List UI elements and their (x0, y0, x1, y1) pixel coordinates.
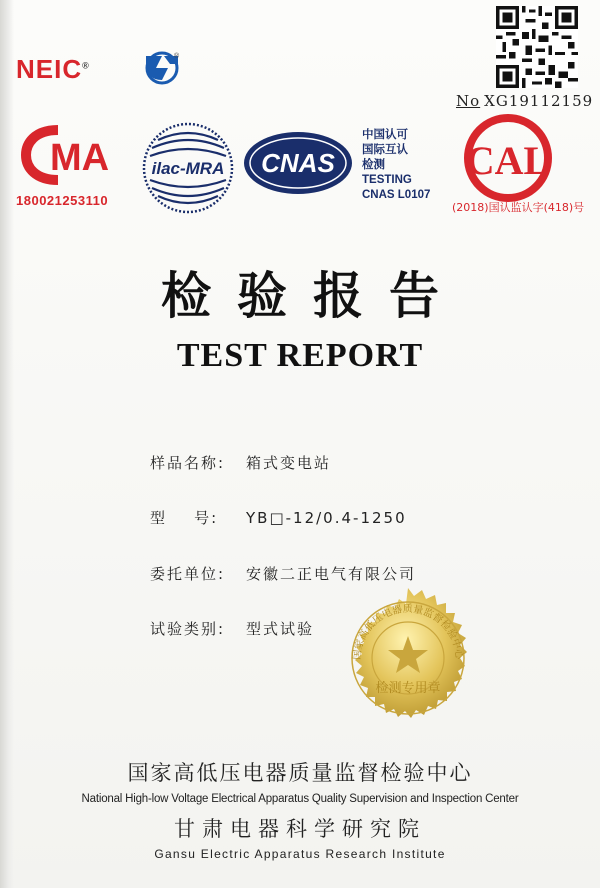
svg-text:国家高低压电器质量监督检验中心: 国家高低压电器质量监督检验中心 (351, 603, 465, 661)
qr-code-icon (496, 6, 578, 88)
svg-text:检测专用章: 检测专用章 (375, 681, 441, 696)
report-number: No XG19112159 (456, 92, 594, 110)
svg-text:®: ® (174, 53, 180, 60)
cnas-description: 中国认可 国际互认 检测 TESTING CNAS L0107 (362, 129, 431, 201)
institute-name-cn: 甘肃电器科学研究院 (174, 817, 426, 841)
org-name-en: National High-low Voltage Electrical Apparatus Quality Supervision and Inspection Center (81, 793, 519, 805)
report-title-en: TEST REPORT (176, 337, 424, 374)
report-title-cn: 检验报告 (161, 266, 465, 325)
page-edge-shadow (0, 0, 14, 888)
brand-g-logo-icon (142, 50, 182, 86)
cma-logo-icon (20, 120, 120, 190)
svg-text:ilac-MRA: ilac-MRA (151, 159, 225, 178)
institute-name-en: Gansu Electric Apparatus Research Institute (154, 847, 446, 861)
org-name-cn: 国家高低压电器质量监督检验中心 (127, 761, 473, 785)
cal-logo-icon (458, 114, 558, 204)
svg-text:CAL: CAL (465, 138, 551, 183)
cal-number: (2018)国认监认字(418)号 (452, 201, 585, 214)
cma-number: 180021253110 (16, 193, 109, 208)
cnas-logo-icon (240, 128, 356, 198)
svg-text:MA: MA (50, 137, 110, 179)
field-test-type: 试验类别: 型式试验 (150, 620, 315, 638)
neic-logo: NEIC® (16, 54, 90, 84)
svg-text:CNAS: CNAS (261, 148, 335, 178)
field-sample-name: 样品名称: 箱式变电站 (150, 454, 332, 472)
field-model: 型 号: YB□-12/0.4-1250 (150, 509, 407, 527)
inspection-seal-icon (334, 586, 482, 734)
field-client: 委托单位: 安徽二正电气有限公司 (150, 565, 417, 583)
ilac-mra-logo-icon (138, 118, 238, 218)
